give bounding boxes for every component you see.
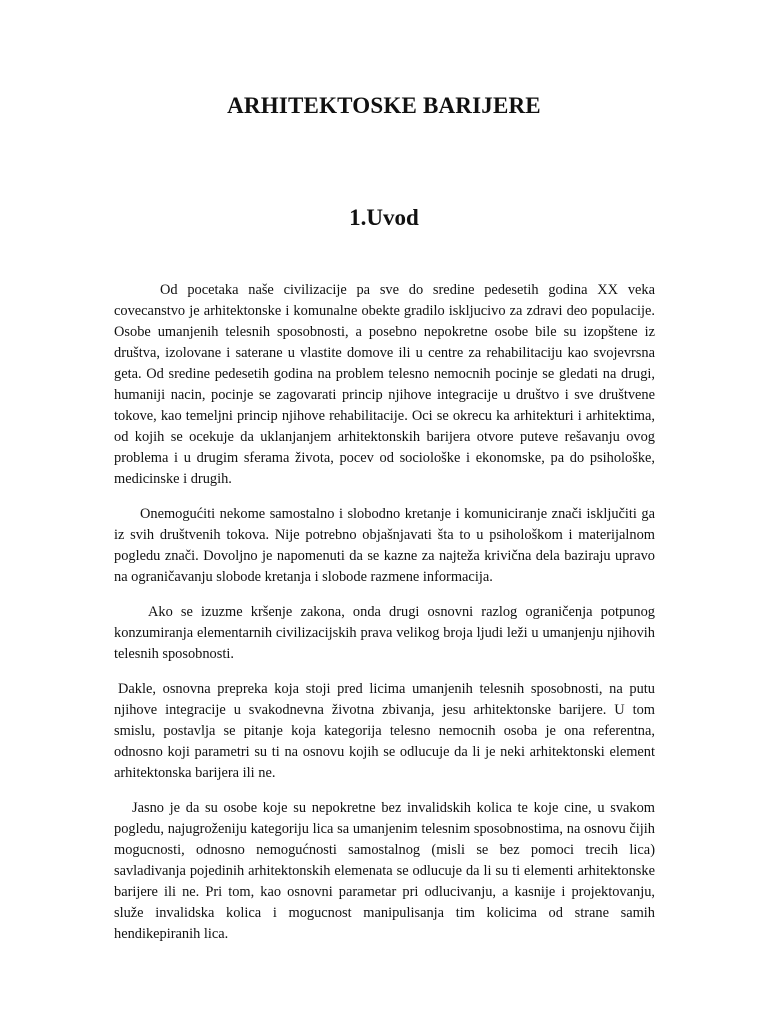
section-heading: 1.Uvod xyxy=(349,205,419,230)
paragraph-1: Od pocetaka naše civilizacije pa sve do sredine pedesetih godina XX veka covecanstvo je arhitektonske i komunalne obekte gradilo iskljucivo za zdravi deo populacije. Osobe umanjenih telesnih sposobnosti, a posebno nepokretne osobe bile su izopštene iz društva, izolovane i saterane u vlastite domove ili u centre za rehabilitaciju kao svojevrsna geta. Od sredine pedesetih godina na problem telesno nemocnih pocinje se gledati na drugi, humaniji nacin, pocinje se zagovarati princip njihove integracije u društvo i sve društvene tokove, kao temeljni princip njihove rehabilitacije. Oci se okrecu ka arhitekturi i arhitektima, od kojih se ocekuje da uklanjanjem arhitektonskih barijera otvore puteve rešavanju ovog problema i u drugim sferama života, pocev od sociološke i ekonomske, pa do psihološke, medicinske i drugih. xyxy=(114,282,655,487)
paragraph-5: Jasno je da su osobe koje su nepokretne bez invalidskih kolica te koje cine, u svakom pogledu, najugroženiju kategoriju lica sa umanjenim telesnim sposobnostima, na osnovu čijih mogucnosti, odnosno nemogućnosti samostalnog (misli se bez pomoci trecih lica) savladivanja pojedinih arhitektonskih elemenata se odlucuje da li su ti elementi arhitektonske barijere ili ne. Pri tom, kao osnovni parametar pri odlucivanju, a kasnije i projektovanju, služe invalidska kolica i mogucnost manipulisanja tim kolicima od strane samih hendikepiranih lica. xyxy=(114,800,655,942)
paragraph-2: Onemogućiti nekome samostalno i slobodno kretanje i komuniciranje znači isključiti ga iz svih društvenih tokova. Nije potrebno objašnjavati šta to u psihološkom i materijalnom pogledu znači. Dovoljno je napomenuti da se kazne za najteža krivična dela baziraju upravo na ograničavanju slobode kretanja i slobode razmene informacija. xyxy=(114,506,655,585)
paragraph-4: Dakle, osnovna prepreka koja stoji pred licima umanjenih telesnih sposobnosti, na putu njihove integracije u svakodnevna životna zbivanja, jesu arhitektonske barijere. U tom smislu, postavlja se pitanje koja kategorija telesno nemocnih osoba je ona referentna, odnosno koji parametri su ti na osnovu kojih se odlucuje da li je neki arhitektonski element arhitektonska barijera ili ne. xyxy=(114,681,655,781)
document-title: ARHITEKTOSKE BARIJERE xyxy=(227,93,541,118)
paragraph-3: Ako se izuzme kršenje zakona, onda drugi osnovni razlog ograničenja potpunog konzumiranja elementarnih civilizacijskih prava velikog broja ljudi leži u umanjenju njihovih telesnih sposobnosti. xyxy=(114,604,655,662)
document-body xyxy=(114,280,655,959)
